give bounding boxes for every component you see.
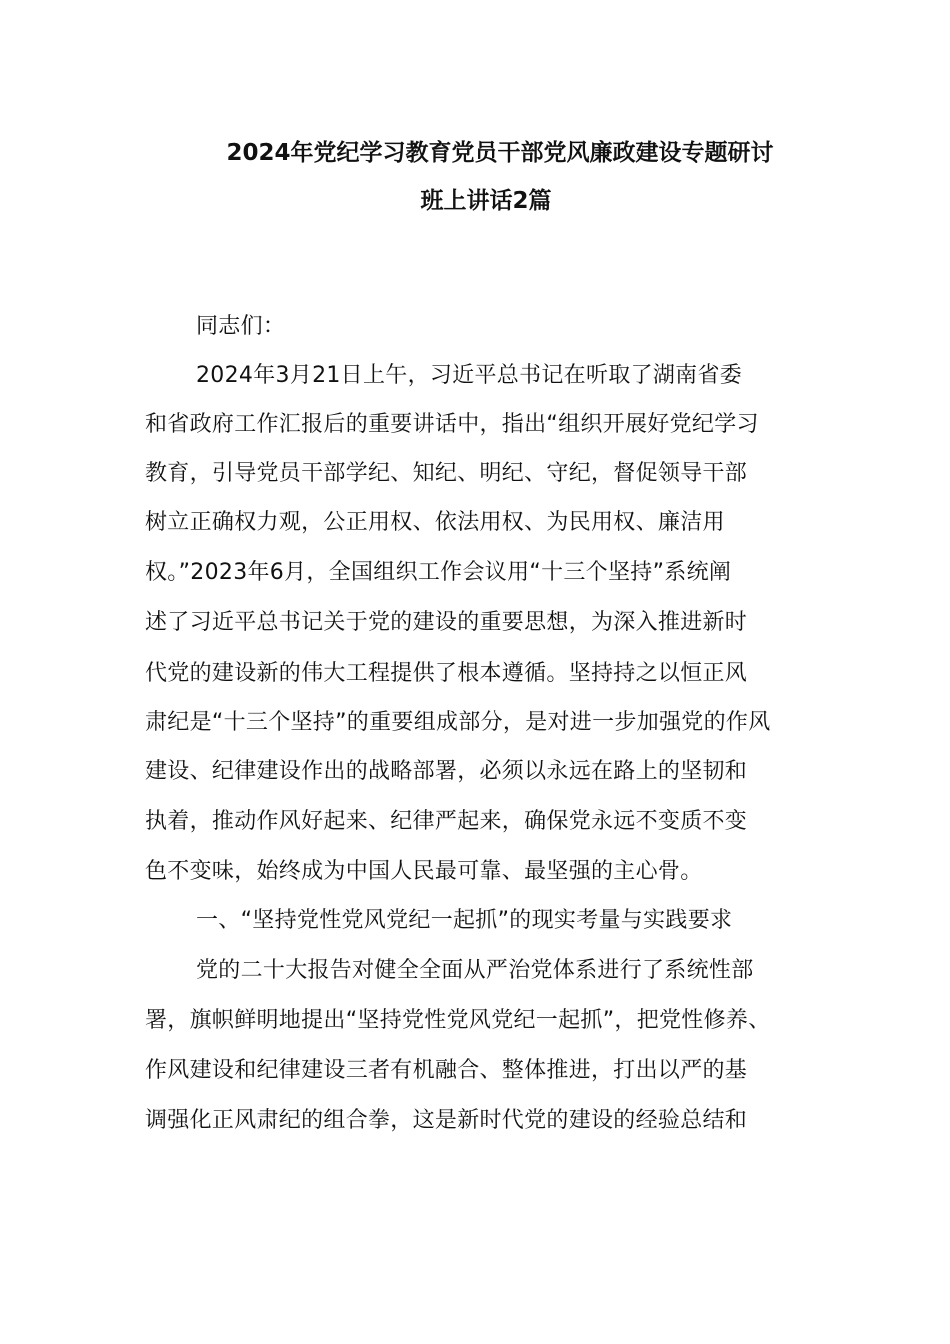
section-heading: 一、“坚持党性党风党纪一起抓”的现实考量与实践要求	[196, 908, 733, 933]
paragraph-line: 作风建设和纪律建设三者有机融合、整体推进，打出以严的基	[145, 1058, 748, 1083]
paragraph-line: 署，旗帜鲜明地提出“坚持党性党风党纪一起抓”，把党性修养、	[145, 1008, 771, 1033]
paragraph-line: 树立正确权力观，公正用权、依法用权、为民用权、廉洁用	[145, 510, 725, 535]
paragraph-line: 调强化正风肃纪的组合拳，这是新时代党的建设的经验总结和	[145, 1108, 748, 1133]
document-title-line-1: 2024年党纪学习教育党员干部党风廉政建设专题研讨	[226, 140, 774, 166]
paragraph-line: 色不变味，始终成为中国人民最可靠、最坚强的主心骨。	[145, 859, 703, 884]
paragraph-line: 2024年3月21日上午，习近平总书记在听取了湖南省委	[196, 363, 743, 388]
paragraph-line: 述了习近平总书记关于党的建设的重要思想，为深入推进新时	[145, 610, 748, 635]
paragraph-line: 党的二十大报告对健全全面从严治党体系进行了系统性部	[196, 958, 754, 983]
paragraph-line: 代党的建设新的伟大工程提供了根本遵循。坚持持之以恒正风	[145, 661, 748, 686]
paragraph-line: 权。”2023年6月，全国组织工作会议用“十三个坚持”系统阐	[145, 560, 732, 585]
document-title-line-2: 班上讲话2篇	[420, 188, 552, 214]
paragraph-line: 和省政府工作汇报后的重要讲话中，指出“组织开展好党纪学习	[145, 412, 759, 437]
salutation: 同志们：	[196, 314, 286, 339]
paragraph-line: 肃纪是“十三个坚持”的重要组成部分，是对进一步加强党的作风	[145, 710, 771, 735]
paragraph-line: 教育，引导党员干部学纪、知纪、明纪、守纪，督促领导干部	[145, 461, 748, 486]
paragraph-line: 执着，推动作风好起来、纪律严起来，确保党永远不变质不变	[145, 809, 748, 834]
paragraph-line: 建设、纪律建设作出的战略部署，必须以永远在路上的坚韧和	[145, 759, 748, 784]
